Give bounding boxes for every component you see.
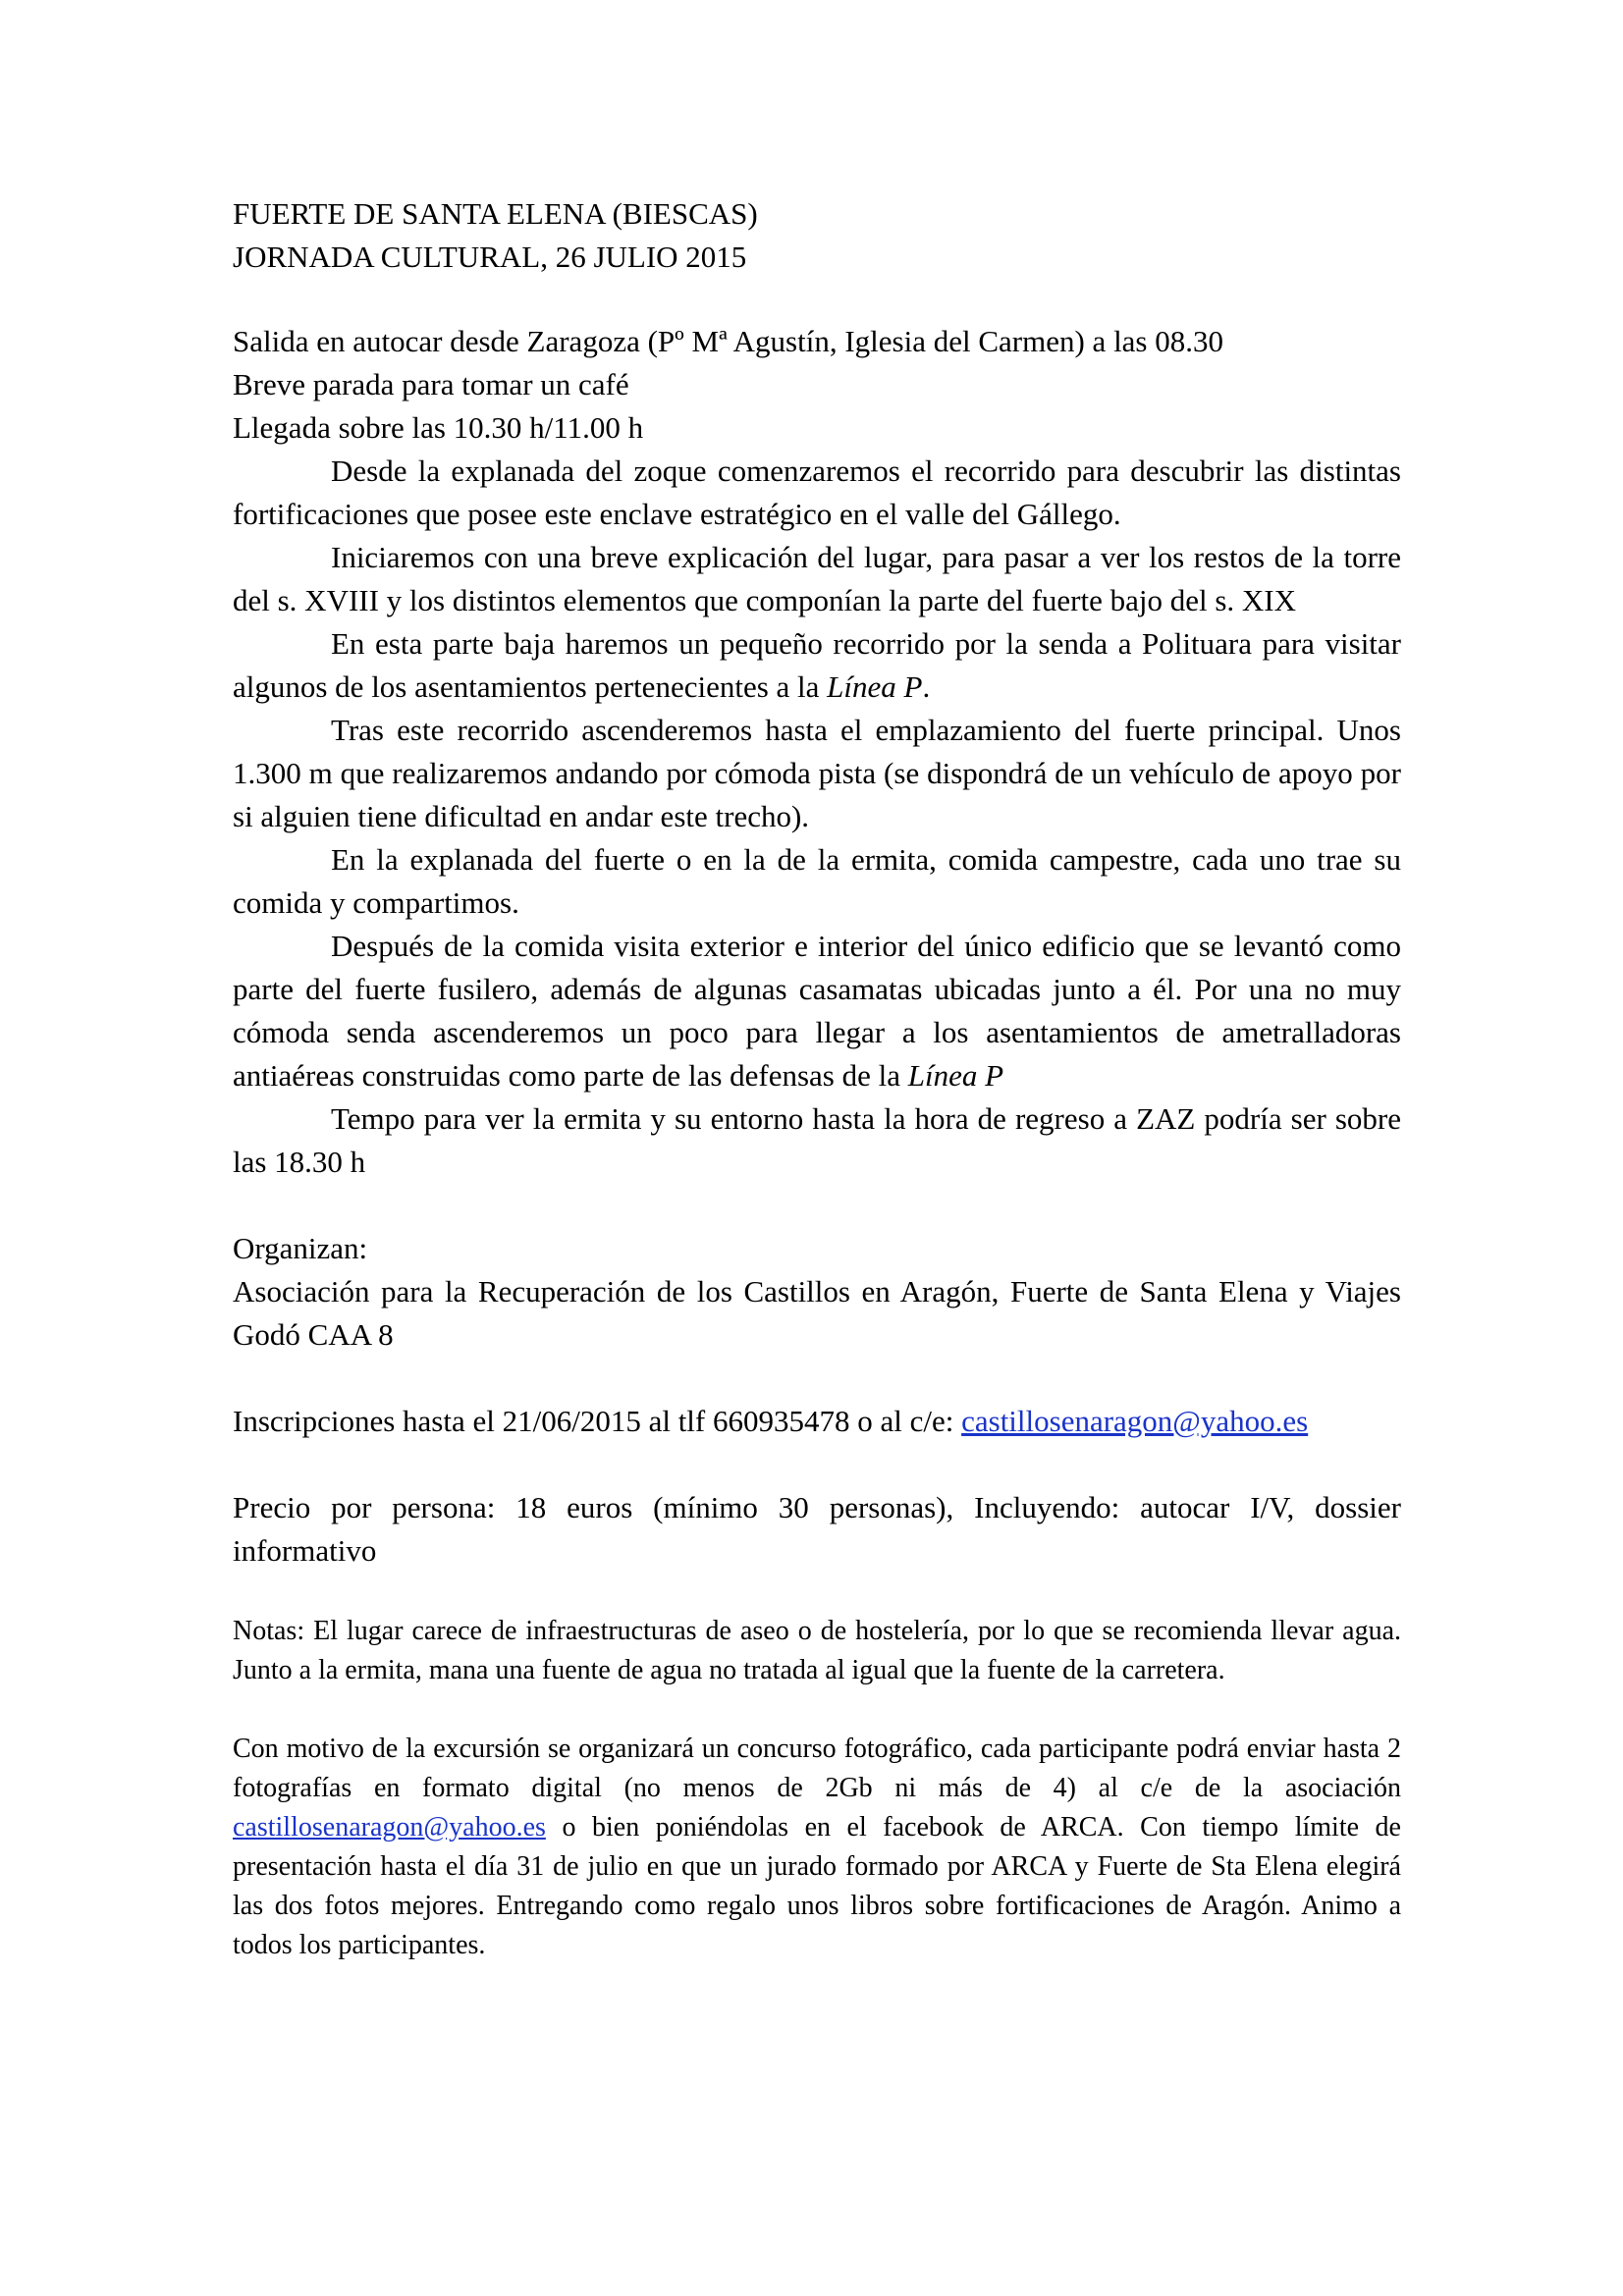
contest-paragraph: [233, 1730, 1401, 1965]
linea-p-term: Línea P: [907, 1058, 1004, 1093]
registration-line: [233, 1400, 1401, 1443]
price-text: Precio por persona: 18 euros (mínimo 30 personas), Incluyendo: autocar I/V, dossier informativo: [233, 1490, 1401, 1568]
linea-p-term: Línea P: [827, 669, 923, 704]
itinerary-paragraph-5: En la explanada del fuerte o en la de la ermita, comida campestre, cada uno trae su comida y compartimos.: [233, 842, 1401, 920]
itinerary-paragraph-6: [233, 925, 1401, 1097]
registration-text: Inscripciones hasta el 21/06/2015 al tlf 660935478 o al c/e:: [233, 1404, 962, 1438]
departure-line: Salida en autocar desde Zaragoza (Pº Mª Agustín, Iglesia del Carmen) a las 08.30: [233, 324, 1223, 358]
contest-text-before: Con motivo de la excursión se organizará un concurso fotográfico, cada participante podrá enviar hasta 2 fotografías en formato digital (no menos de 2Gb ni más de 4) al c/e de la asociación: [233, 1734, 1401, 1803]
stop-line: Breve parada para tomar un café: [233, 367, 629, 401]
arrival-line: Llegada sobre las 10.30 h/11.00 h: [233, 410, 644, 445]
itinerary-paragraph-6-text: Después de la comida visita exterior e interior del único edificio que se levantó como parte del fuerte fusilero, además de algunas casamatas ubicadas junto a él. Por una no muy cómoda senda ascenderemos un poco para llegar a los asentamientos de ametralladoras antiaéreas construidas como parte de las defensas de la: [233, 929, 1401, 1093]
document-page: [233, 192, 1401, 1965]
itinerary-paragraph-3: [233, 622, 1401, 709]
itinerary-paragraph-3-end: .: [922, 669, 931, 704]
organizers-text: Asociación para la Recuperación de los Castillos en Aragón, Fuerte de Santa Elena y Viajes Godó CAA 8: [233, 1274, 1401, 1352]
itinerary-paragraph-2: Iniciaremos con una breve explicación del lugar, para pasar a ver los restos de la torre del s. XVIII y los distintos elementos que componían la parte del fuerte bajo del s. XIX: [233, 540, 1401, 617]
document-title: FUERTE DE SANTA ELENA (BIESCAS): [233, 196, 758, 231]
contest-text-after: o bien poniéndolas en el facebook de ARCA. Con tiempo límite de presentación hasta el día 31 de julio en que un jurado formado por ARCA y Fuerte de Sta Elena elegirá las dos fotos mejores. Entregando como regalo unos libros sobre fortificaciones de Aragón. Animo a todos los participantes.: [233, 1812, 1401, 1960]
itinerary-paragraph-3-text: En esta parte baja haremos un pequeño recorrido por la senda a Polituara para visitar algunos de los asentamientos pertenecientes a la: [233, 626, 1401, 704]
contest-email-link[interactable]: castillosenaragon@yahoo.es: [233, 1812, 546, 1842]
itinerary-paragraph-1: Desde la explanada del zoque comenzaremos el recorrido para descubrir las distintas fortificaciones que posee este enclave estratégico en el valle del Gállego.: [233, 454, 1401, 531]
organizers-label: Organizan:: [233, 1231, 368, 1265]
itinerary-paragraph-7: Tempo para ver la ermita y su entorno hasta la hora de regreso a ZAZ podría ser sobre las 18.30 h: [233, 1101, 1401, 1179]
notes-text: Notas: El lugar carece de infraestructuras de aseo o de hostelería, por lo que se recomienda llevar agua. Junto a la ermita, mana una fuente de agua no tratada al igual que la fuente de la carretera.: [233, 1616, 1401, 1685]
document-subtitle: JORNADA CULTURAL, 26 JULIO 2015: [233, 240, 747, 274]
registration-email-link[interactable]: castillosenaragon@yahoo.es: [961, 1404, 1309, 1438]
itinerary-paragraph-4: Tras este recorrido ascenderemos hasta el emplazamiento del fuerte principal. Unos 1.300 m que realizaremos andando por cómoda pista (se dispondrá de un vehículo de apoyo por si alguien tiene dificultad en andar este trecho).: [233, 713, 1401, 833]
